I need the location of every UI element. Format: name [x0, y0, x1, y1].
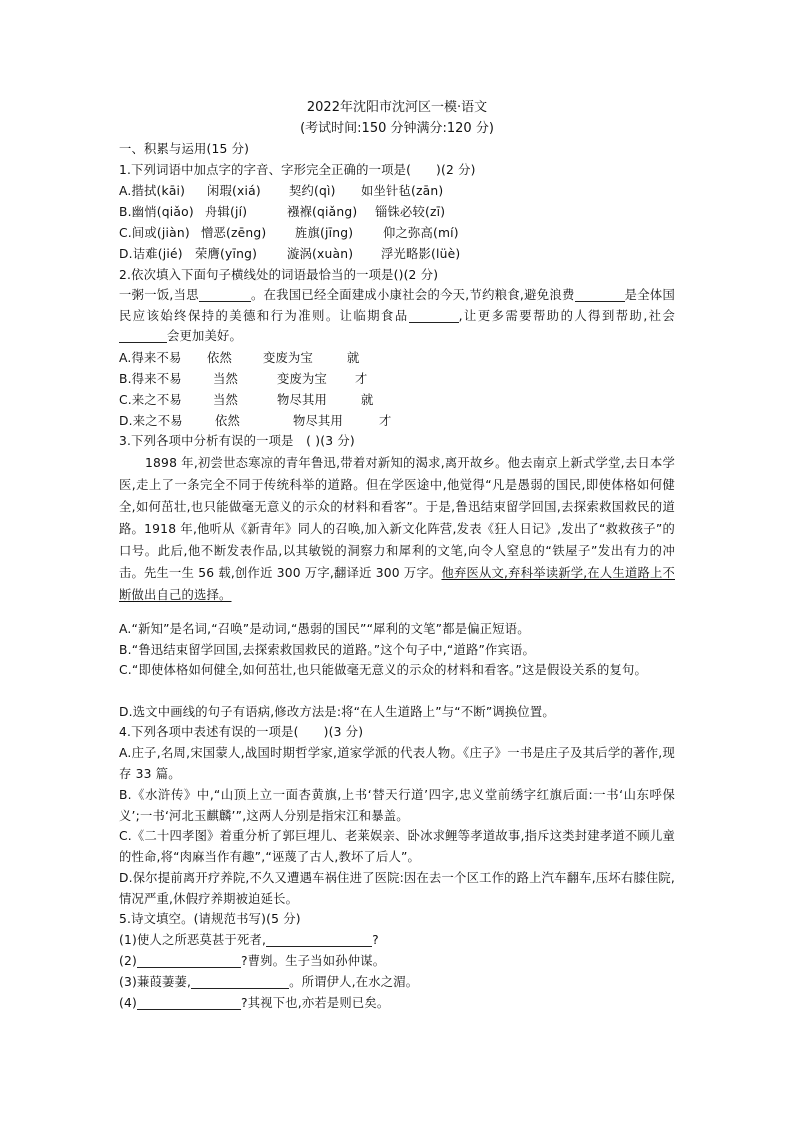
document-title: 2022年沈阳市沈河区一模·语文 [306, 100, 488, 115]
question-2-option-d: D.来之不易 依然 物尽其用 才 [119, 414, 392, 428]
question-2-option-c: C.来之不易 当然 物尽其用 就 [119, 393, 374, 407]
fill-blank-1: (1)使人之所恶莫甚于死者, ? [119, 933, 379, 947]
question-4-option-a: A.庄子,名周,宋国蒙人,战国时期哲学家,道家学派的代表人物。《庄子》一书是庄子及其后学的著作,现存 33 篇。 [119, 746, 675, 781]
section-heading: 一、积累与运用(15 分) [119, 142, 250, 156]
question-2-stem: 2.依次填入下面句子横线处的词语最恰当的一项是()(2 分) [119, 268, 439, 282]
answer-blank[interactable] [137, 996, 241, 1010]
question-2-option-a: A.得来不易 依然 变废为宝 就 [119, 351, 360, 365]
question-3-option-a: A.“新知”是名词,“召唤”是动词,“愚弱的国民”“犀利的文笔”都是偏正短语。 [119, 622, 530, 636]
answer-blank[interactable] [191, 975, 289, 989]
question-1-option-b: B.幽悄(qiǎo) 舟辑(jí) 襁褓(qiǎng) 锱铢必较(zī) [119, 205, 446, 219]
question-4-option-b: B.《水浒传》中,“山顶上立一面杏黄旗,上书‘替天行道’四字,忠义堂前绣字红旗后面:一书‘山东呼保义’;一书‘河北玉麒麟’”,这两人分别是指宋江和暴盖。 [119, 788, 675, 823]
question-2-passage: 一粥一饭,当思 。在我国已经全面建成小康社会的今天,节约粮食,避免浪费 是全体国民应该始终保持的美德和行为准则。让临期食品 ,让更多需要帮助的人得到帮助,社会会更加美好。 [119, 288, 676, 344]
question-2-option-b: B.得来不易 当然 变废为宝 才 [119, 372, 368, 386]
question-4-option-d: D.保尔提前离开疗养院,不久又遭遇车祸住进了医院:因在去一个区工作的路上汽车翻车,压坏右膝住院,情况严重,休假疗养期被迫延长。 [119, 871, 675, 906]
answer-blank[interactable] [409, 309, 459, 323]
answer-blank[interactable] [266, 933, 372, 947]
underlined-sentence: 他弃医从文,弃科举读新学,在人生道路上不断做出自己的选择。 [119, 566, 675, 602]
question-3-passage: 1898 年,初尝世态寒凉的青年鲁迅,带着对新知的渴求,离开故乡。他去南京上新式学堂,去日本学医,走上了一条完全不同于传统科举的道路。但在学医途中,他觉得“凡是愚弱的国民,即使体格如何健全,如何茁壮,也只能做毫无意义的示众的材料和看客”。于是,鲁迅结束留学回国,去探索救国救民的道路。1918 年,他听从《新青年》同人的召唤,加入新文化阵营,发表《狂人日记》,发出了“救救孩子”的口号。此后,他不断发表作品,以其敏锐的洞察力和犀利的文笔,向令人窒息的“铁屋子”发出有力的冲击。先生一生 56 载,创作近 300 万字,翻译近 300 万字。他弃医从文,弃科举读新学,在人生道路上不断做出自己的选择。 [119, 456, 675, 602]
answer-blank[interactable] [199, 288, 251, 302]
question-1-stem: 1.下列词语中加点字的字音、字形完全正确的一项是( )(2 分) [119, 163, 476, 177]
answer-blank[interactable] [119, 329, 167, 343]
document-subtitle: (考试时间:150 分钟满分:120 分) [300, 121, 494, 136]
question-4-stem: 4.下列各项中表述有误的一项是( )(3 分) [119, 725, 364, 739]
question-1-option-d: D.诘难(jié) 荣膺(yīng) 漩涡(xuàn) 浮光略影(lüè) [119, 247, 461, 261]
answer-blank[interactable] [575, 288, 625, 302]
answer-blank[interactable] [137, 954, 241, 968]
fill-blank-4: (4) ?其视下也,亦若是则已矣。 [119, 996, 390, 1010]
question-1-option-c: C.间或(jiàn) 憎恶(zēng) 旌旗(jīng) 仰之弥高(mí) [119, 226, 459, 240]
question-4-option-c: C.《二十四孝图》着重分析了郭巨埋儿、老莱娱亲、卧冰求鲤等孝道故事,指斥这类封建孝道不顾儿童的性命,将“肉麻当作有趣”,“诬蔑了古人,教坏了后人”。 [119, 829, 675, 864]
fill-blank-3: (3)蒹葭萋萋, 。所谓伊人,在水之湄。 [119, 975, 419, 989]
fill-blank-2: (2) ?曹刿。生子当如孙仲谋。 [119, 954, 386, 968]
question-3-stem: 3.下列各项中分析有误的一项是 ( )(3 分) [119, 434, 355, 448]
question-5-stem: 5.诗文填空。(请规范书写)(5 分) [119, 912, 301, 926]
question-1-option-a: A.揩拭(kāi) 闲瑕(xiá) 契约(qì) 如坐针毡(zān) [119, 184, 444, 198]
question-3-option-b: B.“鲁迅结束留学回国,去探索救国救民的道路。”这个句子中,“道路”作宾语。 [119, 643, 536, 657]
question-3-option-c: C.“即使体格如何健全,如何茁壮,也只能做毫无意义的示众的材料和看客。”这是假设关系的复句。 [119, 663, 647, 677]
question-3-option-d: D.选文中画线的句子有语病,修改方法是:将“在人生道路上”与“不断”调换位置。 [119, 705, 555, 719]
